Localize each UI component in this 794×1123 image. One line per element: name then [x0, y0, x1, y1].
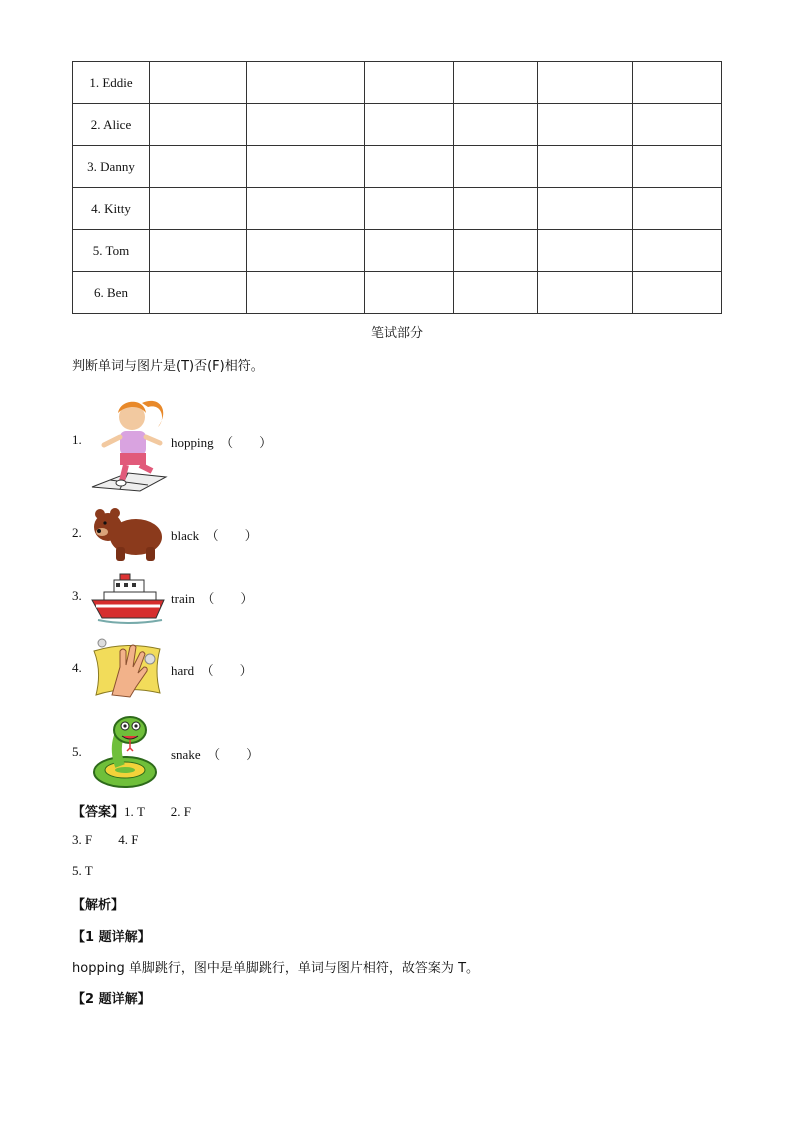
- hand-on-pillow-picture: [90, 637, 164, 699]
- table-cell: [247, 104, 365, 146]
- table-cell: [538, 104, 633, 146]
- question-number: 3.: [72, 588, 82, 603]
- table-row: [73, 230, 722, 272]
- table-row: [73, 272, 722, 314]
- table-cell: [365, 272, 454, 314]
- answer-line: 3. F 4. F: [72, 832, 139, 847]
- table-cell: [633, 62, 722, 104]
- table-cell: [538, 230, 633, 272]
- table-cell: [633, 146, 722, 188]
- analysis-q2-label: 【2 题详解】: [72, 992, 151, 1007]
- table-cell: [633, 230, 722, 272]
- table-row: [73, 104, 722, 146]
- analysis-q1-label: 【1 题详解】: [72, 930, 151, 945]
- question-word-text: train: [171, 591, 195, 606]
- girl-hopping-picture: [90, 393, 168, 493]
- answer-blank[interactable]: （ ）: [207, 747, 260, 762]
- answer-blank[interactable]: （ ）: [205, 528, 258, 543]
- analysis-label: 【解析】: [72, 898, 125, 913]
- question-word-text: black: [171, 528, 200, 543]
- table-row-name: 2. Alice: [73, 104, 150, 146]
- question-number: 5.: [72, 744, 82, 759]
- table-row-name: 3. Danny: [73, 146, 150, 188]
- answer-blank[interactable]: （ ）: [201, 591, 254, 606]
- table-cell: [150, 230, 247, 272]
- table-cell: [150, 188, 247, 230]
- table-row: [73, 188, 722, 230]
- answer-blank[interactable]: （ ）: [200, 663, 253, 678]
- instruction-text: 判断单词与图片是(T)否(F)相符。: [72, 359, 264, 374]
- table-cell: [247, 62, 365, 104]
- table-cell: [633, 272, 722, 314]
- table-cell: [150, 272, 247, 314]
- table-cell: [454, 104, 538, 146]
- table-row-name: 6. Ben: [73, 272, 150, 314]
- table-cell: [247, 146, 365, 188]
- question-word: [171, 432, 272, 451]
- table-cell: [454, 188, 538, 230]
- question-word-text: hopping: [171, 435, 214, 450]
- table-cell: [538, 188, 633, 230]
- question-word-text: snake: [171, 747, 201, 762]
- table-cell: [247, 188, 365, 230]
- answer-label: 【答案】: [72, 805, 125, 820]
- table-cell: [454, 272, 538, 314]
- brown-bear-picture: [90, 505, 164, 563]
- table-row-name: 4. Kitty: [73, 188, 150, 230]
- table-cell: [150, 104, 247, 146]
- question-word: [171, 525, 258, 544]
- table-cell: [247, 230, 365, 272]
- question-word: [171, 660, 253, 679]
- table-cell: [538, 272, 633, 314]
- snake-picture: [90, 714, 160, 790]
- table-cell: [538, 62, 633, 104]
- table-cell: [365, 230, 454, 272]
- question-word-text: hard: [171, 663, 195, 678]
- table-cell: [454, 62, 538, 104]
- answer-text: 1. T 2. F: [124, 804, 191, 819]
- table-cell: [365, 62, 454, 104]
- question-number: 1.: [72, 432, 82, 447]
- question-word: [171, 744, 259, 763]
- boat-picture: [90, 572, 166, 624]
- table-row-name: 1. Eddie: [73, 62, 150, 104]
- table-cell: [633, 188, 722, 230]
- table-cell: [633, 104, 722, 146]
- answer-line: [72, 801, 191, 820]
- table-row-name: 5. Tom: [73, 230, 150, 272]
- table-row: [73, 146, 722, 188]
- table-cell: [538, 146, 633, 188]
- table-row: [73, 62, 722, 104]
- table-cell: [454, 230, 538, 272]
- question-number: 4.: [72, 660, 82, 675]
- table-cell: [454, 146, 538, 188]
- table-cell: [365, 188, 454, 230]
- section-title: 笔试部分: [370, 326, 423, 341]
- answer-line: 5. T: [72, 863, 93, 878]
- listening-table: [72, 61, 722, 314]
- table-cell: [247, 272, 365, 314]
- question-number: 2.: [72, 525, 82, 540]
- table-cell: [150, 146, 247, 188]
- table-cell: [365, 146, 454, 188]
- table-cell: [150, 62, 247, 104]
- analysis-q1-text: hopping 单脚跳行，图中是单脚跳行，单词与图片相符，故答案为 T。: [72, 961, 480, 976]
- question-word: [171, 588, 253, 607]
- table-cell: [365, 104, 454, 146]
- answer-blank[interactable]: （ ）: [220, 435, 273, 450]
